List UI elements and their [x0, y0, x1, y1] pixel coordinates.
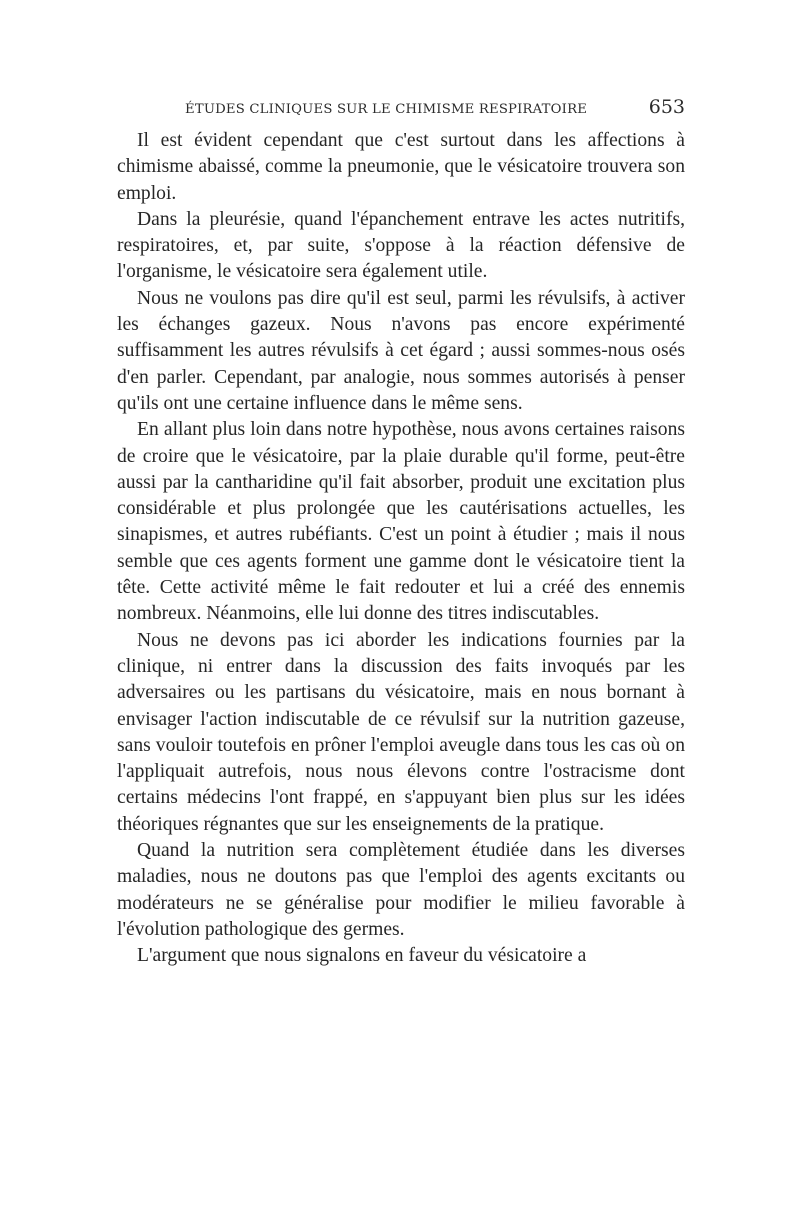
running-title: ÉTUDES CLINIQUES SUR LE CHIMISME RESPIRATOIRE	[185, 102, 588, 117]
page-number: 653	[648, 96, 685, 118]
body-text	[117, 128, 685, 970]
paragraph-5: Nous ne devons pas ici aborder les indications fournies par la clinique, ni entrer dans la discussion des faits invoqués par les adversaires ou les partisans du vésicatoire, mais en nous bornant à envisager l'action indiscutable de ce révulsif sur la nutrition gazeuse, sans vouloir toutefois en prôner l'emploi aveugle dans tous les cas où on l'appliquait autrefois, nous nous élevons contre l'ostracisme dont certains médecins l'ont frappé, en s'appuyant bien plus sur les idées théoriques régnantes que sur les enseignements de la pratique.	[117, 629, 685, 835]
paragraph-2: Dans la pleurésie, quand l'épanchement entrave les actes nutritifs, respiratoires, et, par suite, s'oppose à la réaction défensive de l'organisme, le vésicatoire sera également utile.	[117, 208, 685, 283]
paragraph-6: Quand la nutrition sera complètement étudiée dans les diverses maladies, nous ne doutons pas que l'emploi des agents excitants ou modérateurs ne se généralise pour modifier le milieu favorable à l'évolution pathologique des germes.	[117, 840, 685, 940]
paragraph-4: En allant plus loin dans notre hypothèse, nous avons certaines raisons de croire que le vésicatoire, par la plaie durable qu'il forme, peut-être aussi par la cantharidine qu'il fait absorber, produit une excitation plus considérable et plus prolongée que les cautérisations actuelles, les sinapismes, et autres rubéfiants. C'est un point à étudier ; mais il nous semble que ces agents forment une gamme dont le vésicatoire tient la tête. Cette activité même le fait redouter et lui a créé des ennemis nombreux. Néanmoins, elle lui donne des titres indiscutables.	[117, 419, 685, 625]
running-head	[117, 96, 687, 120]
paragraph-7: L'argument que nous signalons en faveur du vésicatoire a	[137, 945, 587, 967]
paragraph-1: Il est évident cependant que c'est surtout dans les affections à chimisme abaissé, comme la pneumonie, que le vésicatoire trouvera son emploi.	[117, 130, 685, 204]
paragraph-3: Nous ne voulons pas dire qu'il est seul, parmi les révulsifs, à activer les échanges gazeux. Nous n'avons pas encore expérimenté suffisamment les autres révulsifs à cet égard ; aussi sommes-nous osés d'en parler. Cependant, par analogie, nous sommes autorisés à penser qu'ils ont une certaine influence dans le même sens.	[117, 287, 685, 414]
